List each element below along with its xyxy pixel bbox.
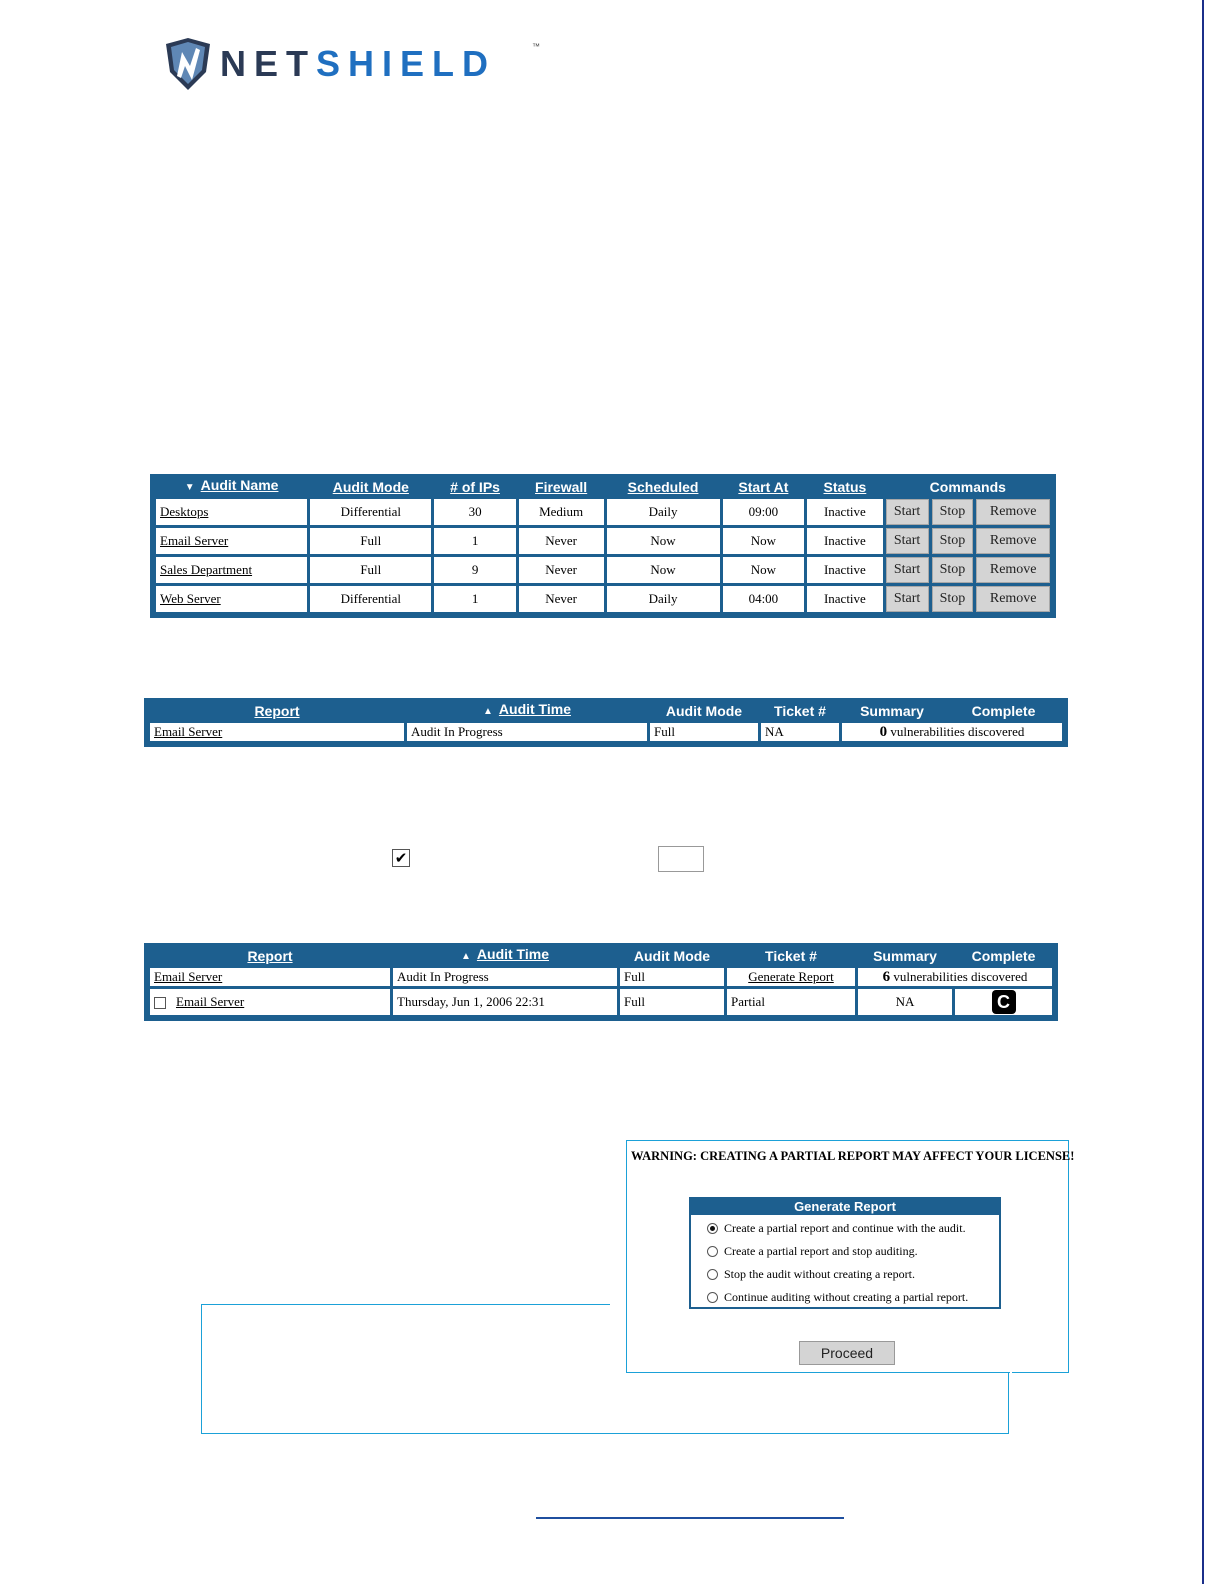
logo-wordmark: NETSHIELD	[220, 43, 497, 84]
warning-title: WARNING: CREATING A PARTIAL REPORT MAY AFFECT YOUR LICENSE!	[631, 1149, 1075, 1163]
radio-icon[interactable]	[707, 1269, 718, 1280]
row-checkbox[interactable]	[154, 997, 166, 1009]
col-complete: Complete	[971, 947, 1036, 964]
start-button[interactable]: Start	[886, 557, 929, 583]
table-row	[156, 586, 1050, 612]
proceed-button[interactable]: Proceed	[799, 1341, 895, 1365]
ticket-cell: Partial	[727, 989, 855, 1015]
col-status[interactable]: Status	[823, 478, 867, 495]
audit-mode-cell: Differential	[310, 586, 431, 612]
scheduled-cell: Daily	[607, 499, 720, 525]
option-partial-continue[interactable]: Create a partial report and continue with the audit.	[707, 1221, 966, 1236]
start-at-cell: 09:00	[723, 499, 805, 525]
report-link[interactable]: Email Server	[176, 994, 245, 1009]
stop-button[interactable]: Stop	[932, 528, 974, 554]
table-row	[156, 528, 1050, 554]
vulnerability-count: 6	[882, 968, 891, 985]
firewall-cell: Never	[519, 528, 604, 554]
col-audit-name[interactable]: ▼ Audit Name	[184, 477, 279, 493]
summary-text: vulnerabilities discovered	[890, 723, 1025, 739]
start-at-cell: Now	[723, 557, 805, 583]
ips-cell: 30	[434, 499, 515, 525]
col-firewall[interactable]: Firewall	[535, 478, 588, 495]
option-continue-no-report[interactable]: Continue auditing without creating a partial report.	[707, 1290, 968, 1305]
option-partial-stop[interactable]: Create a partial report and stop auditing.	[707, 1244, 918, 1259]
audit-time-cell: Audit In Progress	[407, 723, 647, 741]
firewall-cell: Medium	[519, 499, 604, 525]
audit-name-link[interactable]: Web Server	[156, 586, 307, 612]
netshield-logo	[160, 36, 560, 96]
footer-link-underline	[536, 1517, 844, 1519]
status-cell: Inactive	[807, 586, 882, 612]
sort-desc-icon: ▼	[184, 482, 195, 493]
table-row	[150, 723, 1062, 741]
shield-logo-icon	[162, 36, 214, 94]
callout-gap	[1010, 1372, 1012, 1384]
start-at-cell: 04:00	[723, 586, 805, 612]
firewall-cell: Never	[519, 586, 604, 612]
col-audit-mode: Audit Mode	[633, 947, 711, 964]
status-cell: Inactive	[807, 499, 882, 525]
firewall-cell: Never	[519, 557, 604, 583]
start-button[interactable]: Start	[886, 528, 929, 554]
summary-cell: NA	[858, 989, 952, 1015]
audit-time-cell: Thursday, Jun 1, 2006 22:31	[393, 989, 617, 1015]
col-audit-mode: Audit Mode	[665, 702, 743, 719]
ticket-cell: NA	[761, 723, 839, 741]
audit-name-link[interactable]: Sales Department	[156, 557, 307, 583]
report-link[interactable]: Email Server	[150, 968, 390, 986]
col-ticket: Ticket #	[774, 702, 826, 719]
col-audit-mode[interactable]: Audit Mode	[332, 478, 409, 495]
col-start-at[interactable]: Start At	[738, 478, 789, 495]
sort-asc-icon: ▲	[483, 706, 493, 717]
col-report[interactable]: Report	[247, 947, 293, 964]
radio-icon[interactable]	[707, 1292, 718, 1303]
table-row	[156, 557, 1050, 583]
audit-mode-cell: Full	[650, 723, 758, 741]
sort-asc-icon: ▲	[461, 951, 471, 962]
col-report[interactable]: Report	[254, 702, 300, 719]
remove-button[interactable]: Remove	[976, 586, 1050, 612]
table-header-row	[150, 701, 1062, 720]
report-cell	[150, 989, 390, 1015]
table-header-row	[156, 477, 1050, 496]
audit-time-cell: Audit In Progress	[393, 968, 617, 986]
col-summary: Summary	[873, 947, 937, 964]
col-ticket: Ticket #	[765, 947, 817, 964]
col-complete: Complete	[971, 702, 1036, 719]
remove-button[interactable]: Remove	[976, 528, 1050, 554]
radio-icon[interactable]	[707, 1246, 718, 1257]
start-button[interactable]: Start	[886, 586, 929, 612]
audit-name-link[interactable]: Desktops	[156, 499, 307, 525]
table-row	[156, 499, 1050, 525]
ips-cell: 1	[434, 586, 515, 612]
scheduled-cell: Daily	[607, 586, 720, 612]
page-edge-line	[1202, 0, 1204, 1584]
summary-cell	[842, 723, 1062, 741]
partial-report-warning-panel	[626, 1140, 1075, 1373]
audit-mode-cell: Full	[620, 968, 724, 986]
reports-table-generate	[144, 943, 1058, 1021]
col-summary: Summary	[860, 702, 924, 719]
generate-report-link[interactable]: Generate Report	[727, 968, 855, 986]
summary-cell	[858, 968, 1052, 986]
audit-mode-cell: Differential	[310, 499, 431, 525]
radio-selected-icon[interactable]	[707, 1223, 718, 1234]
generate-report-panel	[689, 1197, 1001, 1309]
col-scheduled[interactable]: Scheduled	[627, 478, 699, 495]
reports-table-in-progress	[144, 698, 1068, 747]
checked-checkbox[interactable]: ✔	[392, 849, 410, 867]
ips-cell: 1	[434, 528, 515, 554]
col-audit-time[interactable]: ▲ Audit Time	[483, 701, 571, 717]
stop-button[interactable]: Stop	[932, 499, 974, 525]
stop-button[interactable]: Stop	[932, 586, 974, 612]
stop-button[interactable]: Stop	[932, 557, 974, 583]
text-input[interactable]	[658, 846, 704, 872]
audits-table	[150, 474, 1056, 618]
report-link[interactable]: Email Server	[150, 723, 404, 741]
start-button[interactable]: Start	[886, 499, 929, 525]
table-row	[150, 989, 1052, 1015]
status-cell: Inactive	[807, 528, 882, 554]
ips-cell: 9	[434, 557, 515, 583]
audit-mode-cell: Full	[620, 989, 724, 1015]
col-num-ips[interactable]: # of IPs	[450, 478, 500, 495]
option-stop-no-report[interactable]: Stop the audit without creating a report.	[707, 1267, 915, 1282]
generate-report-heading: Generate Report	[691, 1199, 999, 1215]
trademark-mark: ™	[532, 42, 540, 51]
vulnerability-count: 0	[879, 723, 888, 740]
status-cell: Inactive	[807, 557, 882, 583]
remove-button[interactable]: Remove	[976, 499, 1050, 525]
audit-mode-cell: Full	[310, 557, 431, 583]
audit-name-link[interactable]: Email Server	[156, 528, 307, 554]
scheduled-cell: Now	[607, 557, 720, 583]
col-audit-time[interactable]: ▲ Audit Time	[461, 946, 549, 962]
complete-cell	[955, 989, 1052, 1015]
complete-icon[interactable]: C	[992, 990, 1016, 1014]
scheduled-cell: Now	[607, 528, 720, 554]
audit-mode-cell: Full	[310, 528, 431, 554]
start-at-cell: Now	[723, 528, 805, 554]
remove-button[interactable]: Remove	[976, 557, 1050, 583]
table-row	[150, 968, 1052, 986]
summary-text: vulnerabilities discovered	[893, 968, 1028, 984]
col-commands: Commands	[929, 478, 1006, 495]
table-header-row	[150, 946, 1052, 965]
